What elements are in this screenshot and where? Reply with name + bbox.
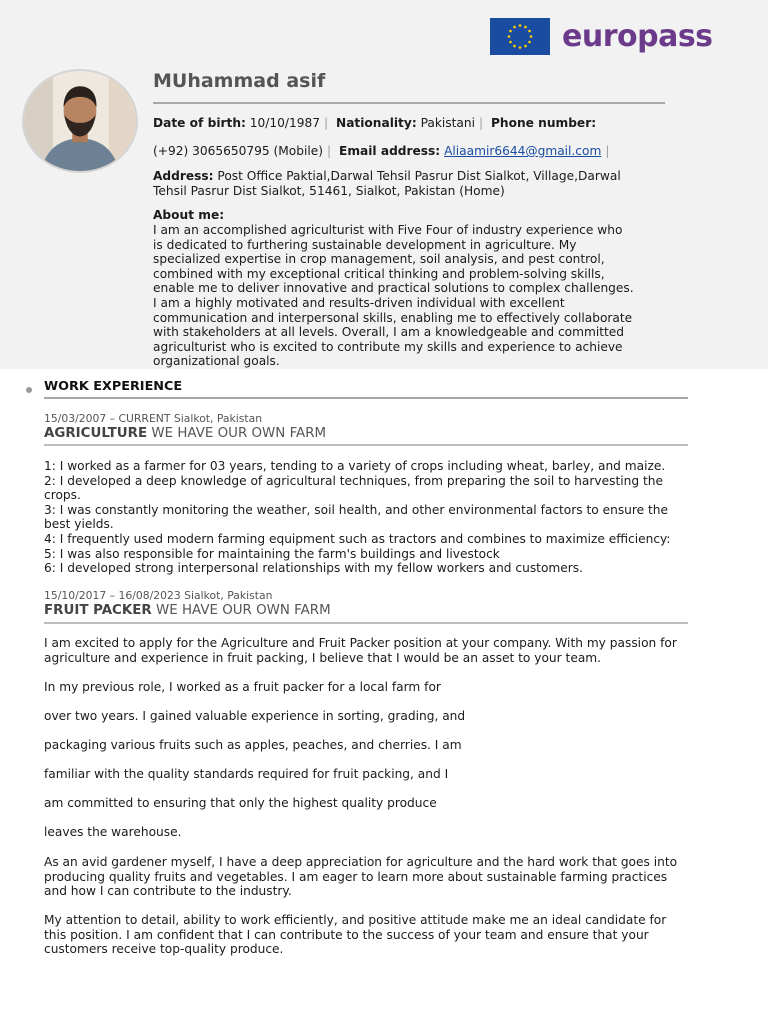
eu-star [509,30,512,33]
address-value: Post Office Paktial,Darwal Tehsil Pasrur Dist Sialkot, Village,Darwal Tehsil Pasrur Dist Sialkot, 51461, Sialkot, Pakistan (Home) [153,169,621,198]
job-position: FRUIT PACKER [44,603,152,618]
job-paragraph: am committed to ensuring that only the highest quality produce [44,796,437,810]
eu-star [530,35,533,38]
eu-star [513,26,516,29]
job-meta: 15/03/2007 – CURRENT Sialkot, Pakistan [44,412,263,425]
phone-label: Phone number: [490,116,597,130]
eu-star [519,46,522,49]
eu-star [509,41,512,44]
section-divider [44,397,688,399]
email-link[interactable]: Aliaamir6644@gmail.com [444,144,602,158]
dob-label: Date of birth: [153,116,246,130]
eu-star [524,45,527,48]
job-paragraph: As an avid gardener myself, I have a deep appreciation for agriculture and the hard work that goes into producing quality fruits and vegetables. I am eager to learn more about sustainable farming practices and how I can contribute to the industry. [44,855,678,899]
separator: | [324,116,329,130]
job-paragraph: My attention to detail, ability to work efficiently, and positive attitude make me an ideal candidate for this position. I am confident that I can contribute to the success of your team and ensure that your customers receive top-quality produce. [44,913,667,957]
personal-info-row-1 [153,116,596,131]
job-meta: 15/10/2017 – 16/08/2023 Sialkot, Pakistan [44,589,273,602]
job-paragraph: familiar with the quality standards required for fruit packing, and I [44,767,449,781]
separator: | [605,144,610,158]
address-label: Address: [153,169,214,183]
job-paragraph: over two years. I gained valuable experience in sorting, grading, and [44,709,466,723]
name-divider [153,102,665,104]
job-divider [44,622,688,624]
europass-logo[interactable]: europass [562,19,713,54]
section-title-work-experience: WORK EXPERIENCE [44,379,183,394]
address-block [153,169,633,198]
phone-value: (+92) 3065650795 (Mobile) [153,144,324,158]
personal-info-row-2 [153,144,613,159]
profile-photo [22,69,138,173]
job-position: AGRICULTURE [44,426,148,441]
job-title [44,425,326,442]
separator: | [327,144,332,158]
nationality-value: Pakistani [420,116,475,130]
section-bullet-icon [26,387,32,393]
job-employer: WE HAVE OUR OWN FARM [151,426,327,441]
job-paragraph: leaves the warehouse. [44,825,182,839]
job-paragraph: In my previous role, I worked as a fruit packer for a local farm for [44,680,441,694]
eu-star [519,24,522,27]
job-paragraph: packaging various fruits such as apples, peaches, and cherries. I am [44,738,462,752]
about-label: About me: [153,208,225,222]
nationality-label: Nationality: [336,116,417,130]
job-divider [44,444,688,446]
job-title [44,602,331,619]
eu-flag-icon [490,18,550,55]
job-employer: WE HAVE OUR OWN FARM [156,603,331,618]
person-name: MUhammad asif [153,70,326,92]
eu-star [508,35,511,38]
eu-star [524,26,527,29]
separator: | [479,116,484,130]
about-text: I am an accomplished agriculturist with Five Four of industry experience who is dedicated to furthering sustainable development in agriculture. My specialized expertise in crop management, soil analysis, and pest control, combined with my exceptional critical thinking and problem-solving skills, enable me to deliver innovative and practical solutions to complex challenges. I am a highly motivated and results-driven individual with excellent communication and interpersonal skills, enabling me to effectively collaborate with stakeholders at all levels. Overall, I am a knowledgeable and committed agriculturist who is excited to contribute my skills and experience to achieve organizational goals. [153,223,634,369]
eu-star [528,41,531,44]
job-description: 1: I worked as a farmer for 03 years, tending to a variety of crops including wheat, barley, and maize. 2: I developed a deep knowledge of agricultural techniques, from preparing the soil to harvesting the crops. 3: I was constantly monitoring the weather, soil health, and other environmental factors to ensure the best yields. 4: I frequently used modern farming equipment such as tractors and combines to maximize efficiency: 5: I was also responsible for maintaining the farm's buildings and livestock 6: I developed strong interpersonal relationships with my fellow workers and customers. [44,459,671,576]
dob-value: 10/10/1987 [249,116,321,130]
email-label: Email address: [339,144,441,158]
eu-star [528,30,531,33]
job-paragraph: I am excited to apply for the Agriculture and Fruit Packer position at your company. With my passion for agriculture and experience in fruit packing, I believe that I would be an asset to your team. [44,636,677,665]
eu-star [513,45,516,48]
